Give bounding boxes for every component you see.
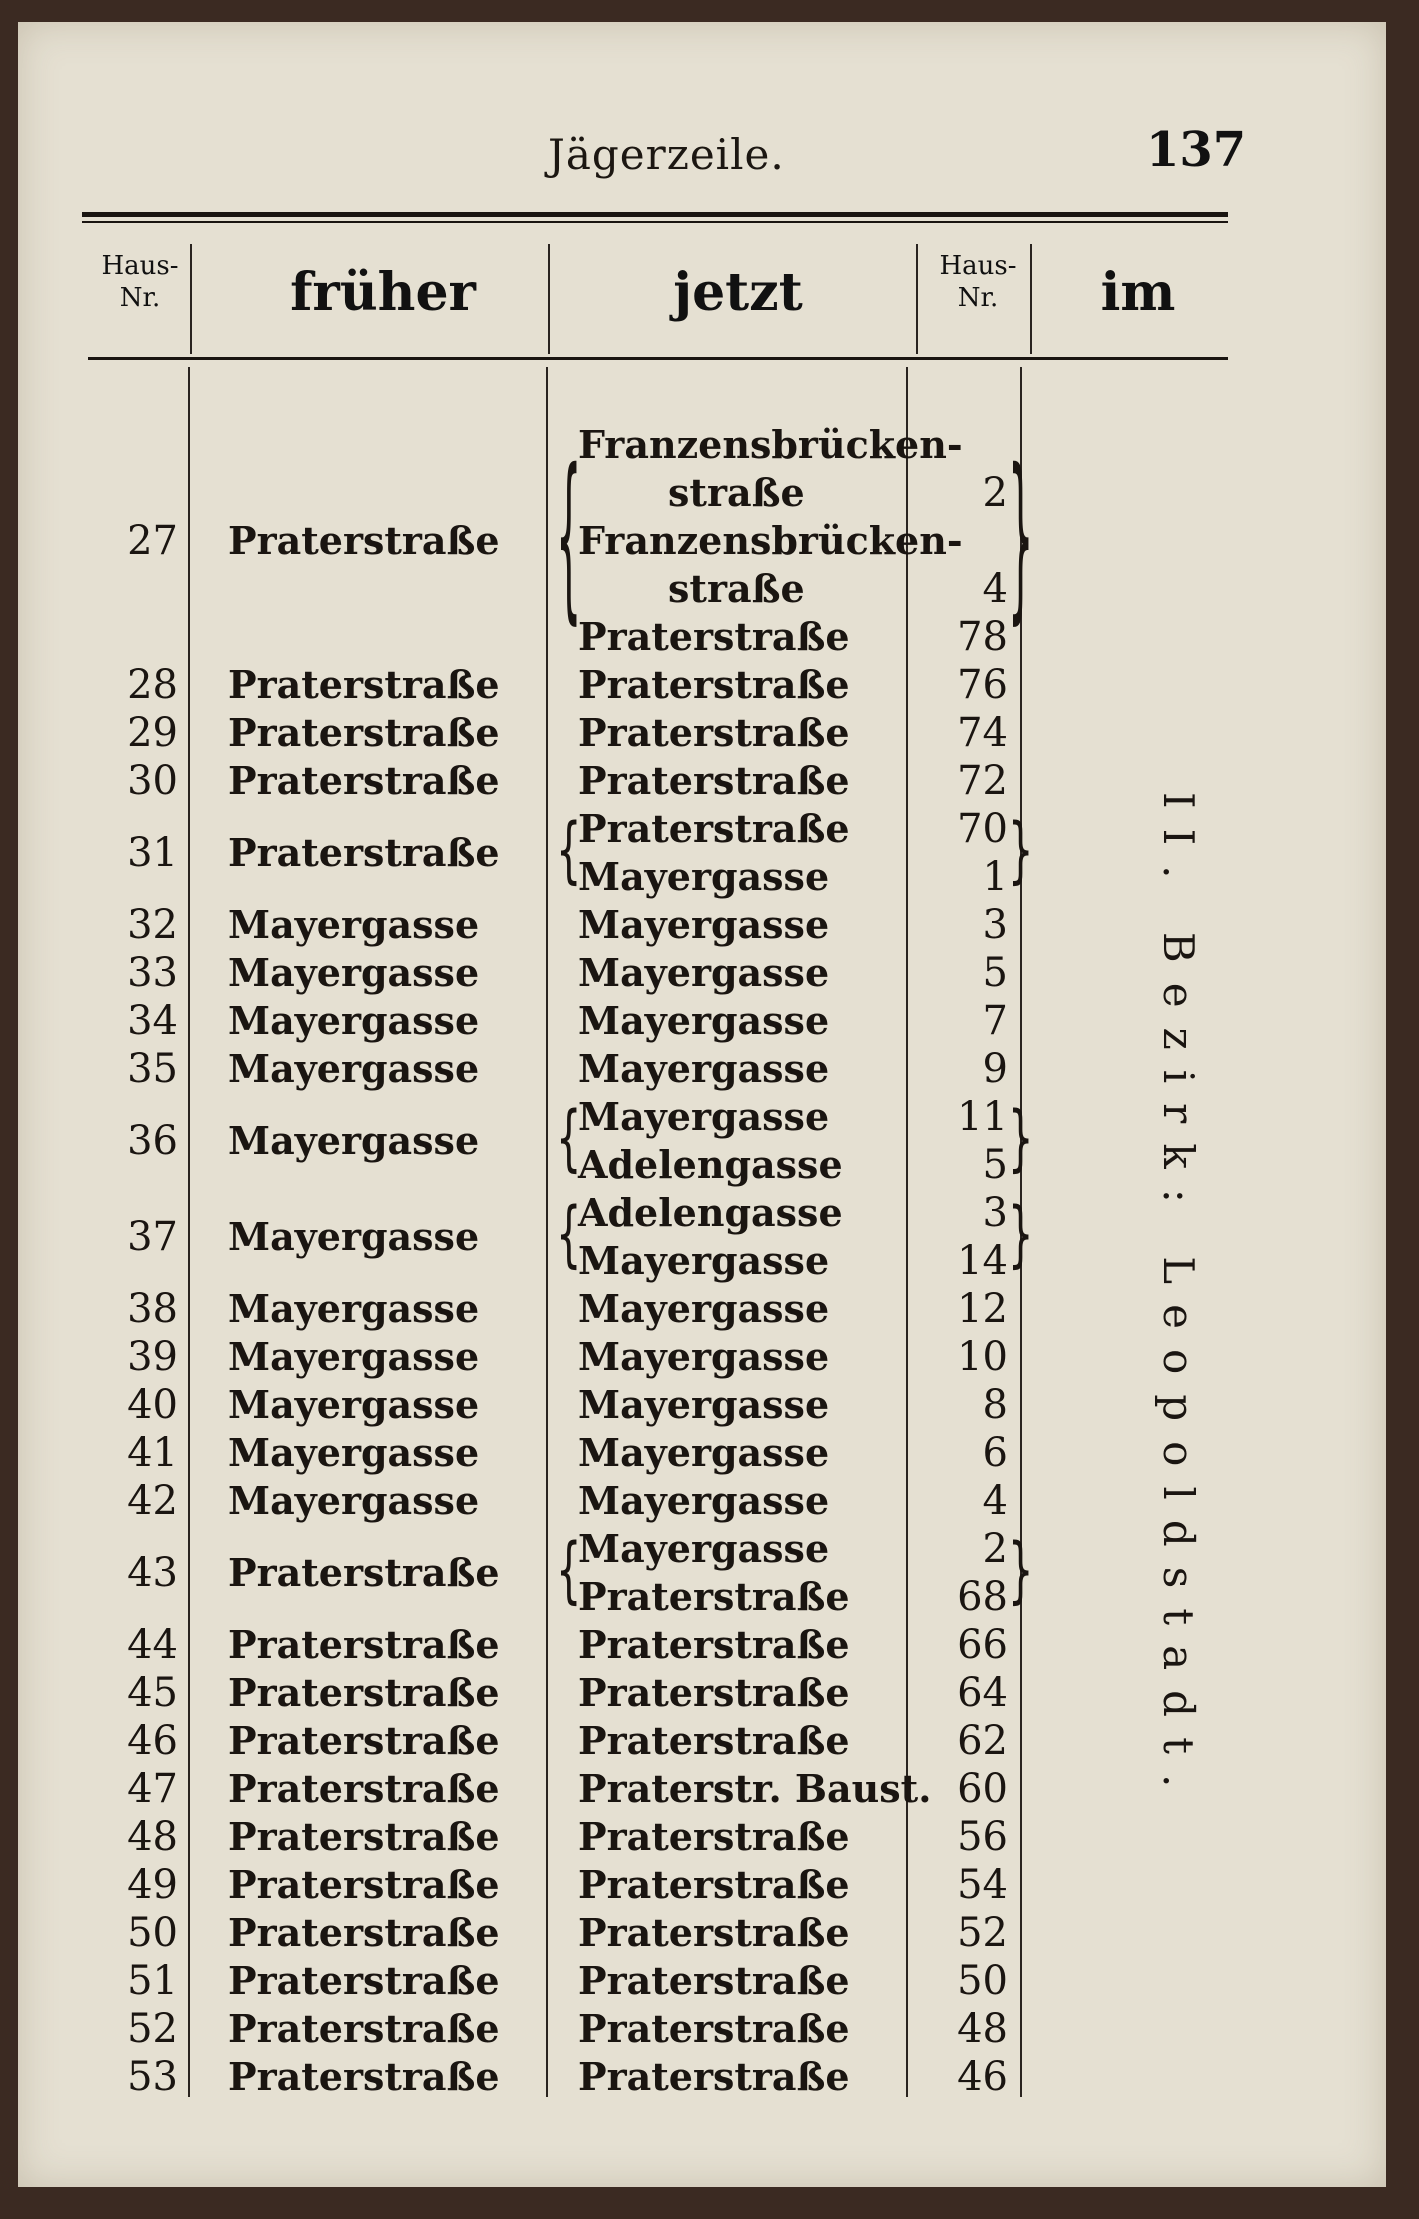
old-street: Mayergasse bbox=[228, 1118, 480, 1163]
column-divider bbox=[906, 367, 908, 2097]
page-number: 137 bbox=[1146, 122, 1247, 178]
new-house-number: 2 bbox=[982, 470, 1008, 516]
new-street: Mayergasse bbox=[578, 1478, 830, 1523]
new-house-number: 70 bbox=[957, 806, 1008, 852]
header-divider bbox=[548, 244, 550, 354]
district-label: II. Bezirk: Leopoldstadt. bbox=[1154, 792, 1203, 1808]
new-street: Praterstraße bbox=[578, 662, 850, 707]
new-street: Mayergasse bbox=[578, 902, 830, 947]
new-house-number: 50 bbox=[957, 1958, 1008, 2004]
new-house-number: 66 bbox=[957, 1622, 1008, 1668]
new-house-number: 7 bbox=[982, 998, 1008, 1044]
new-house-number: 8 bbox=[982, 1382, 1008, 1428]
old-house-number: 33 bbox=[127, 950, 178, 996]
old-house-number: 34 bbox=[127, 998, 178, 1044]
page-header bbox=[18, 22, 1386, 222]
col-header-im: im bbox=[1100, 262, 1176, 323]
new-house-number: 74 bbox=[957, 710, 1008, 756]
old-house-number: 48 bbox=[127, 1814, 178, 1860]
new-street: Mayergasse bbox=[578, 1430, 830, 1475]
new-street: Franzensbrücken- bbox=[578, 422, 963, 467]
old-house-number: 44 bbox=[127, 1622, 178, 1668]
new-street: Praterstraße bbox=[578, 614, 850, 659]
col-header-jetzt: jetzt bbox=[673, 262, 803, 323]
book-page bbox=[18, 22, 1386, 2187]
new-street: Mayergasse bbox=[578, 1334, 830, 1379]
old-street: Mayergasse bbox=[228, 1478, 480, 1523]
new-street: Praterstraße bbox=[578, 1910, 850, 1955]
old-house-number: 35 bbox=[127, 1046, 178, 1092]
new-street: Praterstraße bbox=[578, 1958, 850, 2003]
new-house-number: 68 bbox=[957, 1574, 1008, 1620]
old-house-number: 40 bbox=[127, 1382, 178, 1428]
old-street: Praterstraße bbox=[228, 1958, 500, 2003]
old-street: Mayergasse bbox=[228, 1286, 480, 1331]
brace-left: { bbox=[556, 435, 582, 643]
new-street: Mayergasse bbox=[578, 998, 830, 1043]
new-street: straße bbox=[668, 566, 805, 611]
top-rule-thin bbox=[82, 221, 1228, 223]
old-house-number: 38 bbox=[127, 1286, 178, 1332]
old-street: Mayergasse bbox=[228, 1214, 480, 1259]
old-street: Praterstraße bbox=[228, 1862, 500, 1907]
new-street: Praterstraße bbox=[578, 1670, 850, 1715]
new-house-number: 3 bbox=[982, 902, 1008, 948]
old-street: Mayergasse bbox=[228, 1334, 480, 1379]
old-house-number: 28 bbox=[127, 662, 178, 708]
new-house-number: 9 bbox=[982, 1046, 1008, 1092]
old-street: Praterstraße bbox=[228, 830, 500, 875]
col-header-haus-nr-right-text: Haus- Nr. bbox=[939, 251, 1017, 313]
new-house-number: 10 bbox=[957, 1334, 1008, 1380]
new-street: Mayergasse bbox=[578, 1526, 830, 1571]
old-street: Praterstraße bbox=[228, 710, 500, 755]
new-house-number: 14 bbox=[957, 1238, 1008, 1284]
new-house-number: 52 bbox=[957, 1910, 1008, 1956]
old-street: Praterstraße bbox=[228, 518, 500, 563]
old-street: Praterstraße bbox=[228, 1718, 500, 1763]
column-divider bbox=[546, 367, 548, 2097]
new-street: Franzensbrücken- bbox=[578, 518, 963, 563]
new-house-number: 48 bbox=[957, 2006, 1008, 2052]
new-house-number: 12 bbox=[957, 1286, 1008, 1332]
new-house-number: 5 bbox=[982, 950, 1008, 996]
new-street: Praterstraße bbox=[578, 806, 850, 851]
new-house-number: 11 bbox=[957, 1094, 1008, 1140]
new-street: Mayergasse bbox=[578, 854, 830, 899]
new-house-number: 4 bbox=[982, 566, 1008, 612]
old-house-number: 50 bbox=[127, 1910, 178, 1956]
col-header-haus-nr-right bbox=[918, 250, 1038, 314]
new-house-number: 60 bbox=[957, 1766, 1008, 1812]
new-house-number: 76 bbox=[957, 662, 1008, 708]
old-house-number: 37 bbox=[127, 1214, 178, 1260]
new-house-number: 4 bbox=[982, 1478, 1008, 1524]
new-street: Praterstraße bbox=[578, 1814, 850, 1859]
old-house-number: 32 bbox=[127, 902, 178, 948]
new-street: Praterstraße bbox=[578, 758, 850, 803]
old-street: Praterstraße bbox=[228, 1670, 500, 1715]
new-street: Mayergasse bbox=[578, 1238, 830, 1283]
running-title: Jägerzeile. bbox=[548, 130, 785, 179]
new-house-number: 78 bbox=[957, 614, 1008, 660]
old-house-number: 30 bbox=[127, 758, 178, 804]
col-header-haus-nr-left bbox=[80, 250, 200, 314]
old-house-number: 41 bbox=[127, 1430, 178, 1476]
brace-left: { bbox=[556, 1097, 582, 1181]
old-house-number: 43 bbox=[127, 1550, 178, 1596]
new-street: Mayergasse bbox=[578, 1382, 830, 1427]
col-header-haus-nr-left-text: Haus- Nr. bbox=[101, 251, 179, 313]
old-house-number: 42 bbox=[127, 1478, 178, 1524]
old-house-number: 51 bbox=[127, 1958, 178, 2004]
old-house-number: 27 bbox=[127, 518, 178, 564]
new-house-number: 56 bbox=[957, 1814, 1008, 1860]
header-divider bbox=[190, 244, 192, 354]
brace-right: } bbox=[1008, 1529, 1034, 1613]
old-street: Praterstraße bbox=[228, 662, 500, 707]
old-house-number: 36 bbox=[127, 1118, 178, 1164]
old-house-number: 39 bbox=[127, 1334, 178, 1380]
old-street: Mayergasse bbox=[228, 1382, 480, 1427]
old-street: Praterstraße bbox=[228, 1910, 500, 1955]
new-street: Adelengasse bbox=[578, 1142, 843, 1187]
new-street: Mayergasse bbox=[578, 1094, 830, 1139]
new-house-number: 46 bbox=[957, 2054, 1008, 2100]
old-house-number: 53 bbox=[127, 2054, 178, 2100]
old-street: Praterstraße bbox=[228, 1814, 500, 1859]
old-street: Praterstraße bbox=[228, 1550, 500, 1595]
old-street: Mayergasse bbox=[228, 1046, 480, 1091]
old-street: Mayergasse bbox=[228, 998, 480, 1043]
brace-right: } bbox=[1008, 1193, 1034, 1277]
new-street: Mayergasse bbox=[578, 950, 830, 995]
brace-left: { bbox=[556, 809, 582, 893]
header-rule bbox=[88, 357, 1228, 360]
old-street: Praterstraße bbox=[228, 1622, 500, 1667]
header-divider bbox=[1030, 244, 1032, 354]
new-street: straße bbox=[668, 470, 805, 515]
new-street: Praterstraße bbox=[578, 1622, 850, 1667]
old-street: Mayergasse bbox=[228, 950, 480, 995]
old-house-number: 45 bbox=[127, 1670, 178, 1716]
old-street: Praterstraße bbox=[228, 758, 500, 803]
brace-right: } bbox=[1008, 435, 1034, 643]
new-street: Praterstraße bbox=[578, 1718, 850, 1763]
old-house-number: 29 bbox=[127, 710, 178, 756]
new-street: Praterstraße bbox=[578, 2054, 850, 2099]
old-house-number: 31 bbox=[127, 830, 178, 876]
old-house-number: 49 bbox=[127, 1862, 178, 1908]
new-house-number: 6 bbox=[982, 1430, 1008, 1476]
brace-right: } bbox=[1008, 1097, 1034, 1181]
old-house-number: 46 bbox=[127, 1718, 178, 1764]
old-street: Praterstraße bbox=[228, 2006, 500, 2051]
header-divider bbox=[916, 244, 918, 354]
new-house-number: 54 bbox=[957, 1862, 1008, 1908]
new-street: Mayergasse bbox=[578, 1286, 830, 1331]
old-street: Praterstraße bbox=[228, 1766, 500, 1811]
top-rule bbox=[82, 212, 1228, 217]
new-house-number: 5 bbox=[982, 1142, 1008, 1188]
new-street: Praterstr. Baust. bbox=[578, 1766, 932, 1811]
column-divider bbox=[188, 367, 190, 2097]
new-street: Praterstraße bbox=[578, 710, 850, 755]
new-house-number: 72 bbox=[957, 758, 1008, 804]
new-house-number: 1 bbox=[982, 854, 1008, 900]
new-street: Adelengasse bbox=[578, 1190, 843, 1235]
new-street: Praterstraße bbox=[578, 1574, 850, 1619]
brace-left: { bbox=[556, 1193, 582, 1277]
old-house-number: 47 bbox=[127, 1766, 178, 1812]
col-header-frueher: früher bbox=[290, 262, 476, 323]
old-street: Praterstraße bbox=[228, 2054, 500, 2099]
brace-right: } bbox=[1008, 809, 1034, 893]
new-house-number: 62 bbox=[957, 1718, 1008, 1764]
old-house-number: 52 bbox=[127, 2006, 178, 2052]
new-house-number: 2 bbox=[982, 1526, 1008, 1572]
new-house-number: 3 bbox=[982, 1190, 1008, 1236]
new-street: Mayergasse bbox=[578, 1046, 830, 1091]
old-street: Mayergasse bbox=[228, 902, 480, 947]
new-street: Praterstraße bbox=[578, 1862, 850, 1907]
old-street: Mayergasse bbox=[228, 1430, 480, 1475]
new-house-number: 64 bbox=[957, 1670, 1008, 1716]
new-street: Praterstraße bbox=[578, 2006, 850, 2051]
brace-left: { bbox=[556, 1529, 582, 1613]
